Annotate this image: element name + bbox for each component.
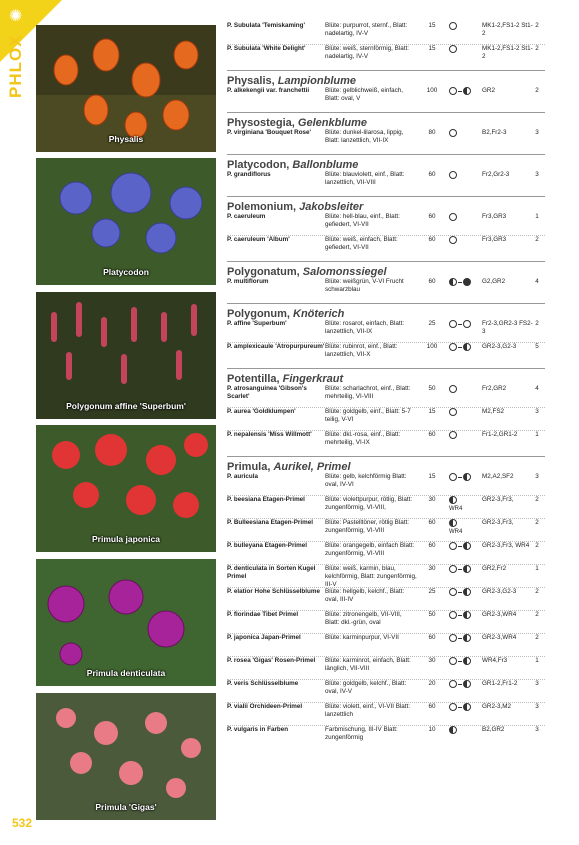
plant-description: Blüte: gelblichweiß, einfach, Blatt: oval, V <box>325 87 404 102</box>
plant-zone: 2 <box>535 634 539 641</box>
plant-name: P. bulleyana Etagen-Primel <box>227 542 308 549</box>
plant-zone: 2 <box>535 22 539 29</box>
plant-zone: 3 <box>535 703 539 710</box>
plant-row <box>227 213 545 235</box>
light-symbol <box>449 565 479 574</box>
plant-row <box>227 407 545 430</box>
plant-height: 60 <box>428 703 436 710</box>
plant-section <box>227 303 545 365</box>
sun-icon <box>449 236 457 244</box>
plant-zone: 2 <box>535 320 539 327</box>
plant-row <box>227 541 545 564</box>
half-shade-icon <box>463 634 471 642</box>
sun-icon <box>449 588 457 596</box>
plant-height: 80 <box>428 129 436 136</box>
plant-row <box>227 725 545 748</box>
plant-row <box>227 679 545 702</box>
light-symbol <box>449 588 479 597</box>
light-symbol <box>449 22 479 31</box>
plant-description: Blüte: violett, einf., VI-VII Blatt: lanzettlich <box>325 703 411 718</box>
section-title: Physostegia, <box>227 117 298 129</box>
half-shade-icon <box>449 278 457 286</box>
plant-category: M2,FS2 <box>482 408 505 415</box>
plant-category: Fr3,GR3 <box>482 236 507 243</box>
plant-zone: 2 <box>535 496 539 503</box>
section-heading <box>227 112 545 129</box>
photo-caption: Primula japonica <box>91 534 161 544</box>
section-heading <box>227 456 545 473</box>
plant-height: 60 <box>428 519 436 526</box>
sun-icon <box>449 343 457 351</box>
section-common-name: Ballonblume <box>292 159 359 171</box>
half-shade-icon <box>463 87 471 95</box>
plant-height: 60 <box>428 634 436 641</box>
plant-description: Blüte: goldgelb, kelchf., Blatt: oval, IV-V <box>325 680 407 695</box>
section-common-name: Jakobsleiter <box>299 201 364 213</box>
plant-description: Blüte: orangegelb, einfach Blatt: zungenförmig, VI-VIII <box>325 542 415 557</box>
section-title: Primula, <box>227 461 274 473</box>
section-common-name: Knöterich <box>293 308 345 320</box>
plant-name: P. atrosanguinea 'Gibson's Scarlet' <box>227 385 307 400</box>
light-symbol <box>449 496 479 513</box>
plant-section <box>227 456 545 748</box>
plant-zone: 1 <box>535 431 539 438</box>
plant-name: P. grandiflorus <box>227 171 271 178</box>
plant-section <box>227 112 545 151</box>
partial-sun-icon <box>463 320 471 328</box>
section-common-name: Salomonssiegel <box>302 266 387 278</box>
plant-height: 60 <box>428 236 436 243</box>
light-symbol <box>449 343 479 352</box>
half-shade-icon <box>463 343 471 351</box>
section-heading <box>227 196 545 213</box>
sun-icon <box>449 45 457 53</box>
photo-polygonum <box>36 292 216 419</box>
sun-icon <box>449 385 457 393</box>
plant-row <box>227 235 545 258</box>
sun-icon <box>449 473 457 481</box>
plant-category: G2,GR2 <box>482 278 506 285</box>
plant-height: 60 <box>428 171 436 178</box>
plant-description: Blüte: hellgelb, kelchf., Blatt: oval, III-IV <box>325 588 405 603</box>
section-heading <box>227 303 545 320</box>
plant-zone: 2 <box>535 236 539 243</box>
plant-description: Blüte: purpurrot, sternf., Blatt: nadelartig, IV-V <box>325 22 408 37</box>
plant-category: GR2-3,WR4 <box>482 611 517 618</box>
sun-icon <box>449 565 457 573</box>
section-title: Polygonum, <box>227 308 293 320</box>
section-common-name: Fingerkraut <box>282 373 344 385</box>
plant-height: 15 <box>428 473 436 480</box>
photo-caption: Physalis <box>108 134 144 144</box>
plant-height: 30 <box>428 565 436 572</box>
light-symbol <box>449 542 479 551</box>
plant-row <box>227 430 545 453</box>
photo-caption: Polygonum affine 'Superbum' <box>66 401 186 411</box>
plant-row <box>227 320 545 342</box>
plant-category: MK1-2,FS1-2 St1-2 <box>482 22 533 37</box>
half-shade-icon <box>449 519 457 527</box>
side-label: PHLOX <box>6 34 25 98</box>
plant-description: Blüte: dunkel-lilarosa, lippig, Blatt: lanzettlich, VII-IX <box>325 129 404 144</box>
light-symbol <box>449 680 479 689</box>
plant-name: P. rosea 'Gigas' Rosen-Primel <box>227 657 316 664</box>
plant-name: P. florindae Tibet Primel <box>227 611 299 618</box>
plant-description: Blüte: Pastelltöner, rötlig Blatt: zungenförmig, VI-VIII <box>325 519 410 534</box>
plant-section <box>227 70 545 109</box>
plant-height: 50 <box>428 611 436 618</box>
sun-icon <box>449 213 457 221</box>
plant-row <box>227 385 545 407</box>
section-title: Polygonatum, <box>227 266 303 278</box>
light-symbol <box>449 213 479 222</box>
photo-caption: Primula denticulata <box>86 668 166 678</box>
plant-name: P. nepalensis 'Miss Willmott' <box>227 431 312 438</box>
plant-name: P. virginiana 'Bouquet Rose' <box>227 129 312 136</box>
plant-row <box>227 610 545 633</box>
plant-zone: 1 <box>535 213 539 220</box>
plant-description: Blüte: karminrot, einfach, Blatt: länglich, VII-VIII <box>325 657 411 672</box>
plant-row <box>227 342 545 365</box>
plant-zone: 2 <box>535 588 539 595</box>
section-heading <box>227 261 545 278</box>
symbol-note: WR4 <box>449 505 463 512</box>
plant-description: Blüte: weißgrün, V-VI Frucht schwarzblau <box>325 278 404 293</box>
plant-height: 50 <box>428 385 436 392</box>
plant-row <box>227 633 545 656</box>
plant-description: Blüte: karminpurpur, VI-VII <box>325 634 399 641</box>
light-symbol <box>449 431 479 440</box>
plant-height: 100 <box>426 87 438 94</box>
photo-primula-japonica <box>36 425 216 552</box>
plant-row <box>227 702 545 725</box>
section-common-name: Gelenkblume <box>297 117 367 129</box>
photo-caption: Primula 'Gigas' <box>95 802 157 812</box>
half-shade-icon <box>449 726 457 734</box>
plant-name: P. elatior Hohe Schlüsselblume <box>227 588 320 595</box>
sun-icon <box>449 320 457 328</box>
plant-category: GR2-3,M2 <box>482 703 512 710</box>
plant-name: P. amplexicaule 'Atropurpureum' <box>227 343 325 350</box>
light-symbol <box>449 87 479 96</box>
plant-row <box>227 518 545 541</box>
plant-height: 60 <box>428 278 436 285</box>
section-heading <box>227 154 545 171</box>
plant-category: Fr1-2,GR1-2 <box>482 431 518 438</box>
plant-height: 60 <box>428 542 436 549</box>
plant-table <box>227 22 545 748</box>
plant-category: Fr2-3,GR2-3 FS2-3 <box>482 320 533 335</box>
sun-icon <box>449 542 457 550</box>
plant-height: 25 <box>428 588 436 595</box>
light-symbol <box>449 726 479 735</box>
plant-category: GR1-2,Fr1-2 <box>482 680 518 687</box>
plant-category: GR2-3,Fr3, <box>482 519 514 526</box>
half-shade-icon <box>463 680 471 688</box>
photo-caption: Platycodon <box>103 267 149 277</box>
half-shade-icon <box>449 496 457 504</box>
light-symbol <box>449 703 479 712</box>
section-title: Potentilla, <box>227 373 283 385</box>
plant-section <box>227 368 545 453</box>
plant-row <box>227 87 545 109</box>
plant-name: P. auricula <box>227 473 259 480</box>
plant-description: Blüte: violettpurpur, rötlig, Blatt: zungenförmig, VI-VIII, <box>325 496 413 511</box>
plant-row <box>227 171 545 193</box>
plant-zone: 2 <box>535 611 539 618</box>
plant-description: Blüte: rubinrot, einf., Blatt: lanzettlich, VII-X <box>325 343 398 358</box>
plant-height: 30 <box>428 496 436 503</box>
plant-section <box>227 154 545 193</box>
plant-description: Blüte: gelb, kelchförmig Blatt: oval, IV-VI <box>325 473 407 488</box>
plant-row <box>227 278 545 300</box>
plant-row <box>227 473 545 495</box>
plant-height: 25 <box>428 320 436 327</box>
plant-category: GR2-3,WR4 <box>482 634 517 641</box>
plant-zone: 5 <box>535 343 539 350</box>
plant-section <box>227 196 545 258</box>
plant-category: GR2-3,G2-3 <box>482 588 517 595</box>
half-shade-icon <box>463 703 471 711</box>
light-symbol <box>449 657 479 666</box>
plant-zone: 4 <box>535 385 539 392</box>
section-heading <box>227 70 545 87</box>
plant-description: Blüte: dkl.-rosa, einf., Blatt: mehrteilig, VI-IX <box>325 431 401 446</box>
plant-name: P. Subulata 'Temiskaming' <box>227 22 305 29</box>
plant-category: GR2-3,G2-3 <box>482 343 517 350</box>
half-shade-icon <box>463 542 471 550</box>
plant-category: M2,A2,SF2 <box>482 473 514 480</box>
plant-row <box>227 22 545 44</box>
plant-zone: 3 <box>535 408 539 415</box>
sun-icon <box>449 22 457 30</box>
symbol-note: WR4 <box>449 528 463 535</box>
sun-icon <box>449 431 457 439</box>
plant-zone: 2 <box>535 542 539 549</box>
light-symbol <box>449 519 479 536</box>
plant-category: Fr2,GR2 <box>482 385 507 392</box>
photo-platycodon <box>36 158 216 285</box>
plant-name: P. Subulata 'White Delight' <box>227 45 306 52</box>
plant-zone: 2 <box>535 45 539 52</box>
plant-category: GR2 <box>482 87 495 94</box>
plant-row <box>227 564 545 587</box>
sun-icon <box>449 634 457 642</box>
half-shade-icon <box>463 588 471 596</box>
half-shade-icon <box>463 611 471 619</box>
plant-row <box>227 129 545 151</box>
plant-height: 60 <box>428 213 436 220</box>
plant-row <box>227 587 545 610</box>
sun-icon: ✺ <box>9 8 23 25</box>
light-symbol <box>449 236 479 245</box>
plant-zone: 1 <box>535 657 539 664</box>
plant-category: Fr3,GR3 <box>482 213 507 220</box>
light-symbol <box>449 278 479 287</box>
light-symbol <box>449 385 479 394</box>
plant-row <box>227 656 545 679</box>
plant-name: P. multiflorum <box>227 278 269 285</box>
plant-name: P. Bulleesiana Etagen-Primel <box>227 519 313 526</box>
plant-name: P. beesiana Etagen-Primel <box>227 496 305 503</box>
plant-zone: 3 <box>535 129 539 136</box>
plant-height: 20 <box>428 680 436 687</box>
light-symbol <box>449 320 479 329</box>
plant-height: 100 <box>426 343 438 350</box>
plant-name: P. vialii Orchideen-Primel <box>227 703 303 710</box>
plant-section <box>227 22 545 67</box>
plant-category: GR2,Fr2 <box>482 565 507 572</box>
plant-name: P. caeruleum 'Album' <box>227 236 290 243</box>
plant-name: P. vulgaris in Farben <box>227 726 289 733</box>
photo-primula-denticulata <box>36 559 216 686</box>
section-heading <box>227 368 545 385</box>
plant-zone: 3 <box>535 726 539 733</box>
plant-name: P. caeruleum <box>227 213 266 220</box>
plant-zone: 2 <box>535 519 539 526</box>
sun-icon <box>449 680 457 688</box>
plant-name: P. japonica Japan-Primel <box>227 634 301 641</box>
light-symbol <box>449 408 479 417</box>
shade-icon <box>463 278 471 286</box>
plant-description: Blüte: scharlachrot, einf., Blatt: mehrteilig, VI-VIII <box>325 385 411 400</box>
plant-zone: 3 <box>535 473 539 480</box>
plant-height: 10 <box>428 726 436 733</box>
section-title: Physalis, <box>227 75 278 87</box>
plant-category: MK1-2,FS1-2 St1-2 <box>482 45 533 60</box>
sun-icon <box>449 171 457 179</box>
photo-physalis <box>36 25 216 152</box>
plant-zone: 3 <box>535 171 539 178</box>
plant-zone: 3 <box>535 680 539 687</box>
light-symbol <box>449 473 479 482</box>
sun-icon <box>449 87 457 95</box>
plant-category: B2,Fr2-3 <box>482 129 507 136</box>
light-symbol <box>449 634 479 643</box>
plant-zone: 1 <box>535 565 539 572</box>
sun-icon <box>449 703 457 711</box>
plant-row <box>227 44 545 67</box>
page-number: 532 <box>12 816 33 830</box>
light-symbol <box>449 129 479 138</box>
light-symbol <box>449 45 479 54</box>
plant-category: GR2-3,Fr3, <box>482 496 514 503</box>
plant-description: Blüte: weiß, karmin, blau, kelchförmig, Blatt: zungenförmig, III-V <box>325 565 417 588</box>
plant-description: Farbmischung, III-IV Blatt: zungenförmig <box>325 726 398 741</box>
plant-description: Blüte: blauviolett, einf., Blatt: lanzettlich, VII-VIII <box>325 171 405 186</box>
plant-description: Blüte: weiß, einfach, Blatt: gefiedert, VI-VII <box>325 236 398 251</box>
plant-height: 60 <box>428 431 436 438</box>
sun-icon <box>449 129 457 137</box>
light-symbol <box>449 611 479 620</box>
photo-primula-gigas <box>36 693 216 820</box>
plant-description: Blüte: hell-blau, einf., Blatt: gefiedert, VI-VII <box>325 213 400 228</box>
plant-height: 15 <box>428 408 436 415</box>
half-shade-icon <box>463 565 471 573</box>
section-common-name: Lampionblume <box>277 75 356 87</box>
plant-zone: 4 <box>535 278 539 285</box>
half-shade-icon <box>463 473 471 481</box>
plant-description: Blüte: zitronengelb, VII-VIII, Blatt: dkl.-grün, oval <box>325 611 402 626</box>
plant-zone: 2 <box>535 87 539 94</box>
half-shade-icon <box>463 657 471 665</box>
plant-height: 15 <box>428 22 436 29</box>
plant-name: P. denticulata in Sorten Kugel Primel <box>227 565 316 580</box>
plant-height: 30 <box>428 657 436 664</box>
plant-description: Blüte: weiß, sternförmig, Blatt: nadelartig, IV-V <box>325 45 409 60</box>
plant-category: B2,GR2 <box>482 726 505 733</box>
section-common-name: Aurikel, Primel <box>273 461 351 473</box>
plant-category: WR4,Fr3 <box>482 657 508 664</box>
plant-description: Blüte: goldgelb, einf., Blatt: 5-7 teilig, V-VI <box>325 408 411 423</box>
section-title: Polemonium, <box>227 201 300 213</box>
plant-name: P. alkekengii var. franchettii <box>227 87 310 94</box>
plant-height: 15 <box>428 45 436 52</box>
light-symbol <box>449 171 479 180</box>
plant-section <box>227 261 545 300</box>
plant-name: P. affine 'Superbum' <box>227 320 287 327</box>
section-title: Platycodon, <box>227 159 293 171</box>
plant-category: GR2-3,Fr3, WR4 <box>482 542 530 549</box>
plant-row <box>227 495 545 518</box>
plant-name: P. aurea 'Goldklumpen' <box>227 408 296 415</box>
sun-icon <box>449 657 457 665</box>
sun-icon <box>449 611 457 619</box>
plant-name: P. veris Schlüsselblume <box>227 680 299 687</box>
plant-description: Blüte: rosarot, einfach, Blatt: lanzettlich, VII-IX <box>325 320 405 335</box>
plant-category: Fr2,Gr2-3 <box>482 171 510 178</box>
sun-icon <box>449 408 457 416</box>
